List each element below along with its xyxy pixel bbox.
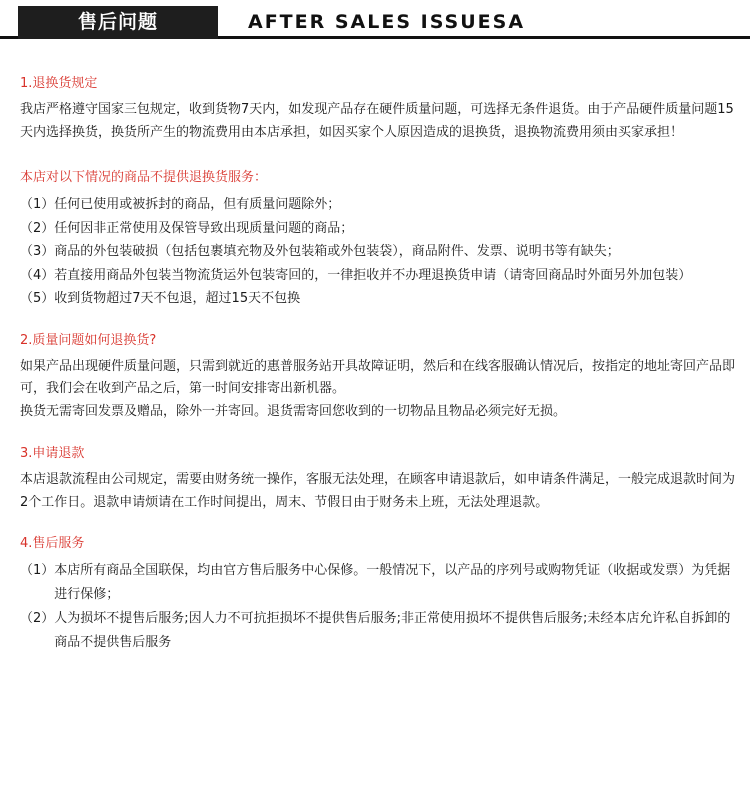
list-item-text: 人为损坏不提售后服务;因人力不可抗拒损坏不提供售后服务;非正常使用损坏不提供售后服务;未经本店允许私自拆卸的商品不提供售后服务 — [54, 611, 731, 650]
list-item — [20, 559, 735, 607]
list-item — [20, 287, 735, 311]
page-header — [0, 0, 750, 48]
list-item-text: 本店所有商品全国联保，均由官方售后服务中心保修。一般情况下，以产品的序列号或购物凭证（收据或发票）为凭据进行保修； — [54, 563, 731, 602]
list-item — [20, 240, 735, 264]
list-item-text: 任何因非正常使用及保管导致出现质量问题的商品； — [54, 220, 354, 236]
quality-return-section — [20, 330, 735, 424]
list-item — [20, 264, 735, 288]
return-policy-text: 我店严格遵守国家三包规定，收到货物7天内，如发现产品存在硬件质量问题，可选择无条件退货。由于产品硬件质量问题15天内选择换货，换货所产生的物流费用由本店承担，如因买家个人原因造成的退换货，退换物流费用须由买家承担！ — [20, 102, 734, 140]
list-item — [20, 607, 735, 655]
return-policy-section — [20, 73, 735, 144]
list-item — [20, 217, 735, 241]
after-sales-service-section — [20, 533, 735, 655]
list-item-number: （1） — [20, 197, 55, 212]
list-item — [20, 193, 735, 217]
list-item-number: （4） — [20, 267, 55, 283]
exclusions-title: 本店对以下情况的商品不提供退换货服务： — [20, 170, 268, 185]
list-item-text: 若直接用商品外包装当物流货运外包装寄回的，一律拒收并不办理退换货申请（请寄回商品时外面另外加包装） — [54, 267, 692, 283]
list-item-number: （2） — [20, 220, 55, 236]
policy-content — [20, 56, 735, 655]
after-sales-service-list — [20, 559, 735, 655]
return-policy-title: 1.退换货规定 — [20, 76, 98, 91]
exclusions-section — [20, 167, 735, 311]
refund-title: 3.申请退款 — [20, 446, 85, 461]
header-title-en: AFTER SALES ISSUESA — [248, 11, 526, 33]
list-item-text: 任何已使用或被拆封的商品，但有质量问题除外； — [54, 197, 341, 212]
header-title-cn: 售后问题 — [18, 6, 218, 39]
refund-section — [20, 443, 735, 514]
after-sales-service-title: 4.售后服务 — [20, 536, 85, 551]
list-item-number: （5） — [20, 291, 55, 306]
refund-text: 本店退款流程由公司规定，需要由财务统一操作，客服无法处理，在顾客申请退款后，如申请条件满足，一般完成退款时间为2个工作日。退款申请烦请在工作时间提出，周末、节假日由于财务未上班，无法处理退款。 — [20, 472, 736, 510]
quality-return-title: 2.质量问题如何退换货? — [20, 332, 157, 348]
quality-return-note: 换货无需寄回发票及赠品，除外一并寄回。退货需寄回您收到的一切物品且物品必须完好无损。 — [20, 403, 567, 419]
list-item-number: （2） — [20, 611, 55, 626]
quality-return-text: 如果产品出现硬件质量问题，只需到就近的惠普服务站开具故障证明，然后和在线客服确认情况后，按指定的地址寄回产品即可，我们会在收到产品之后，第一时间安排寄出新机器。 — [20, 358, 736, 396]
exclusions-list — [20, 193, 735, 311]
list-item-text: 收到货物超过7天不包退，超过15天不包换 — [54, 291, 301, 306]
list-item-number: （1） — [20, 563, 55, 578]
list-item-text: 商品的外包装破损（包括包裹填充物及外包装箱或外包装袋），商品附件、发票、说明书等有缺失； — [54, 244, 620, 259]
list-item-number: （3） — [20, 244, 55, 259]
